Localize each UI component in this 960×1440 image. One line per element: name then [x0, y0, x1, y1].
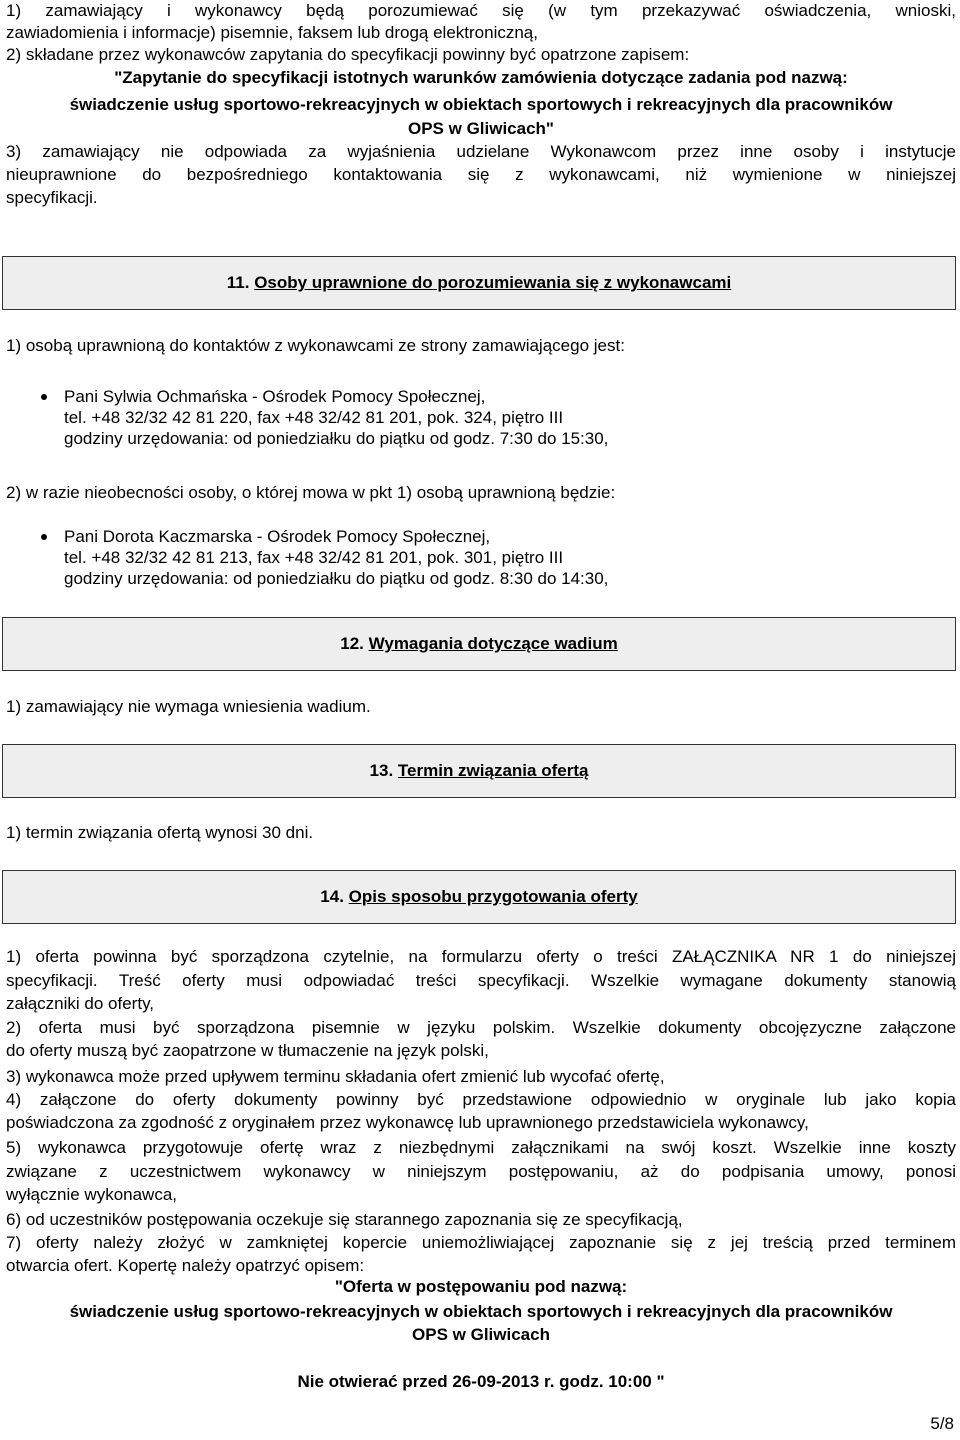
text-line: 7) oferty należy złożyć w zamkniętej kopercie uniemożliwiającej zapoznanie się z jej treścią przed terminem: [6, 1233, 956, 1252]
section-title: Opis sposobu przygotowania oferty: [348, 887, 638, 906]
envelope-label: OPS w Gliwicach: [412, 1325, 550, 1344]
section-title: Wymagania dotyczące wadium: [368, 634, 618, 653]
text-line: 1) zamawiający i wykonawcy będą porozumiewać się (w tym przekazywać oświadczenia, wnioski,: [6, 1, 956, 20]
text-line: 1) oferta powinna być sporządzona czytelnie, na formularzu oferty o treści ZAŁĄCZNIKA NR 1 do niniejszej: [6, 947, 956, 966]
text-line: 5) wykonawca przygotowuje ofertę wraz z niezbędnymi załącznikami na swój koszt. Wszelkie inne koszty: [6, 1138, 956, 1157]
text-line: 6) od uczestników postępowania oczekuje się starannego zapoznania się ze specyfikacją,: [6, 1210, 683, 1229]
section-header-14: [2, 870, 956, 924]
text-line: 1) termin związania ofertą wynosi 30 dni.: [6, 823, 314, 842]
contact-name: Pani Sylwia Ochmańska - Ośrodek Pomocy Społecznej,: [64, 387, 486, 406]
contact-name: Pani Dorota Kaczmarska - Ośrodek Pomocy Społecznej,: [64, 527, 491, 546]
section-number: 12.: [340, 634, 364, 653]
envelope-label: Nie otwierać przed 26-09-2013 r. godz. 10:00 ": [297, 1372, 665, 1391]
text-line: poświadczona za zgodność z oryginałem przez wykonawcę lub uprawnionego przedstawiciela wykonawcy,: [6, 1113, 809, 1132]
quoted-heading: OPS w Gliwicach": [408, 119, 554, 138]
text-line: 3) zamawiający nie odpowiada za wyjaśnienia udzielane Wykonawcom przez inne osoby i instytucje: [6, 142, 956, 161]
section-number: 11.: [226, 273, 250, 292]
text-line: do oferty muszą być zaopatrzone w tłumaczenie na język polski,: [6, 1041, 489, 1060]
text-line: otwarcia ofert. Kopertę należy opatrzyć opisem:: [6, 1256, 365, 1275]
text-line: specyfikacji.: [6, 188, 98, 207]
text-line: 1) zamawiający nie wymaga wniesienia wadium.: [6, 697, 371, 716]
text-line: specyfikacji. Treść oferty musi odpowiadać treści specyfikacji. Wszelkie wymagane dokumenty stanowią: [6, 971, 956, 990]
section-title: Osoby uprawnione do porozumiewania się z wykonawcami: [254, 273, 732, 292]
text-line: zawiadomienia i informacje) pisemnie, faksem lub drogą elektroniczną,: [6, 23, 538, 42]
bullet-icon: [41, 394, 47, 400]
envelope-label: świadczenie usług sportowo-rekreacyjnych w obiektach sportowych i rekreacyjnych dla pracowników: [69, 1302, 893, 1321]
quoted-heading: "Zapytanie do specyfikacji istotnych warunków zamówienia dotyczące zadania pod nazwą:: [114, 68, 848, 87]
text-line: 2) w razie nieobecności osoby, o której mowa w pkt 1) osobą uprawnioną będzie:: [6, 483, 616, 502]
bullet-icon: [41, 534, 47, 540]
contact-hours: godziny urzędowania: od poniedziałku do piątku od godz. 7:30 do 15:30,: [64, 429, 609, 448]
contact-phone: tel. +48 32/32 42 81 213, fax +48 32/42 81 201, pok. 301, piętro III: [64, 548, 564, 567]
text-line: załączniki do oferty,: [6, 994, 155, 1013]
text-line: 3) wykonawca może przed upływem terminu składania ofert zmienić lub wycofać ofertę,: [6, 1067, 665, 1086]
text-line: związane z uczestnictwem wykonawcy w niniejszym postępowaniu, aż do podpisania umowy, ponosi: [6, 1162, 956, 1181]
text-line: 4) załączone do oferty dokumenty powinny być przedstawione odpowiednio w oryginale lub jako kopia: [6, 1090, 956, 1109]
text-line: wyłącznie wykonawca,: [6, 1185, 178, 1204]
section-number: 14.: [320, 887, 344, 906]
section-number: 13.: [369, 761, 394, 780]
quoted-heading: świadczenie usług sportowo-rekreacyjnych w obiektach sportowych i rekreacyjnych dla pracowników: [69, 95, 893, 114]
page-number: 5/8: [930, 1414, 954, 1433]
section-header-12: [2, 617, 956, 671]
contact-hours: godziny urzędowania: od poniedziałku do piątku od godz. 8:30 do 14:30,: [64, 569, 609, 588]
section-header-13: [2, 744, 956, 798]
envelope-label: "Oferta w postępowaniu pod nazwą:: [334, 1277, 628, 1296]
contact-phone: tel. +48 32/32 42 81 220, fax +48 32/42 81 201, pok. 324, piętro III: [64, 408, 564, 427]
text-line: 2) składane przez wykonawców zapytania do specyfikacji powinny być opatrzone zapisem:: [6, 45, 690, 64]
section-title: Termin związania ofertą: [397, 761, 589, 780]
section-header-11: [2, 256, 956, 310]
text-line: 2) oferta musi być sporządzona pisemnie w języku polskim. Wszelkie dokumenty obcojęzyczne załączone: [6, 1018, 956, 1037]
text-line: 1) osobą uprawnioną do kontaktów z wykonawcami ze strony zamawiającego jest:: [6, 336, 625, 355]
text-line: nieuprawnione do bezpośredniego kontaktowania się z wykonawcami, niż wymienione w niniejszej: [6, 165, 956, 184]
